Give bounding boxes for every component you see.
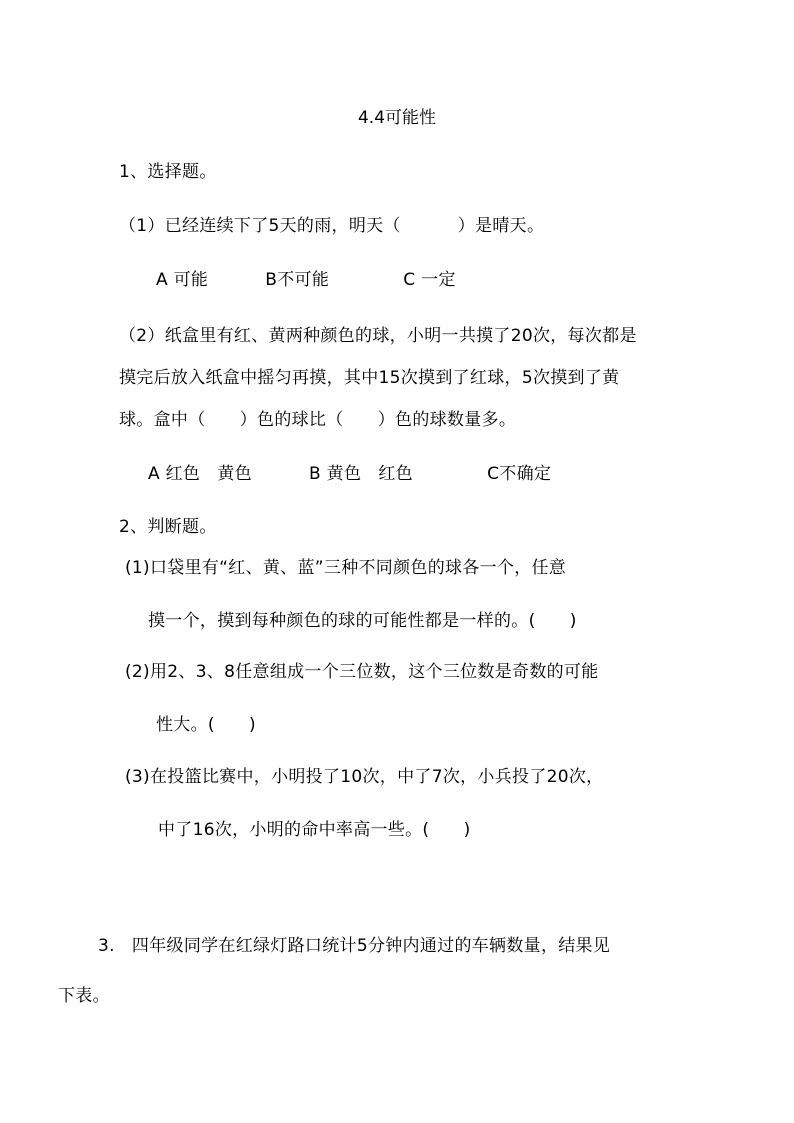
s1-q2-options: A 红色 黄色 B 黄色 红色 C不确定 bbox=[148, 464, 552, 484]
section2-heading: 2、判断题。 bbox=[119, 517, 217, 537]
s1-q2-line2: 摸完后放入纸盒中摇匀再摸，其中15次摸到了红球，5次摸到了黄 bbox=[119, 368, 620, 388]
s2-q3-line1: (3)在投篮比赛中，小明投了10次，中了7次，小兵投了20次， bbox=[125, 767, 604, 787]
s1-q1-options: A 可能 B不可能 C 一定 bbox=[156, 270, 456, 290]
s2-q2-line2: 性大。( ) bbox=[156, 715, 256, 735]
s2-q2-line1: (2)用2、3、8任意组成一个三位数，这个三位数是奇数的可能 bbox=[125, 662, 599, 682]
s3-line1: 3. 四年级同学在红绿灯路口统计5分钟内通过的车辆数量，结果见 bbox=[98, 936, 611, 956]
s3-line2: 下表。 bbox=[58, 986, 110, 1006]
s1-q2-line3: 球。盒中（ ）色的球比（ ）色的球数量多。 bbox=[119, 410, 517, 430]
s1-q1-stem: （1）已经连续下了5天的雨，明天（ ）是晴天。 bbox=[119, 216, 545, 236]
s2-q1-line2: 摸一个，摸到每种颜色的球的可能性都是一样的。( ) bbox=[148, 611, 577, 631]
s2-q1-line1: (1)口袋里有“红、黄、蓝”三种不同颜色的球各一个，任意 bbox=[125, 558, 567, 578]
section1-heading: 1、选择题。 bbox=[119, 162, 217, 182]
s1-q2-line1: （2）纸盒里有红、黄两种颜色的球，小明一共摸了20次，每次都是 bbox=[119, 326, 637, 346]
page-title: 4.4可能性 bbox=[357, 108, 437, 128]
s2-q3-line2: 中了16次，小明的命中率高一些。( ) bbox=[158, 820, 471, 840]
